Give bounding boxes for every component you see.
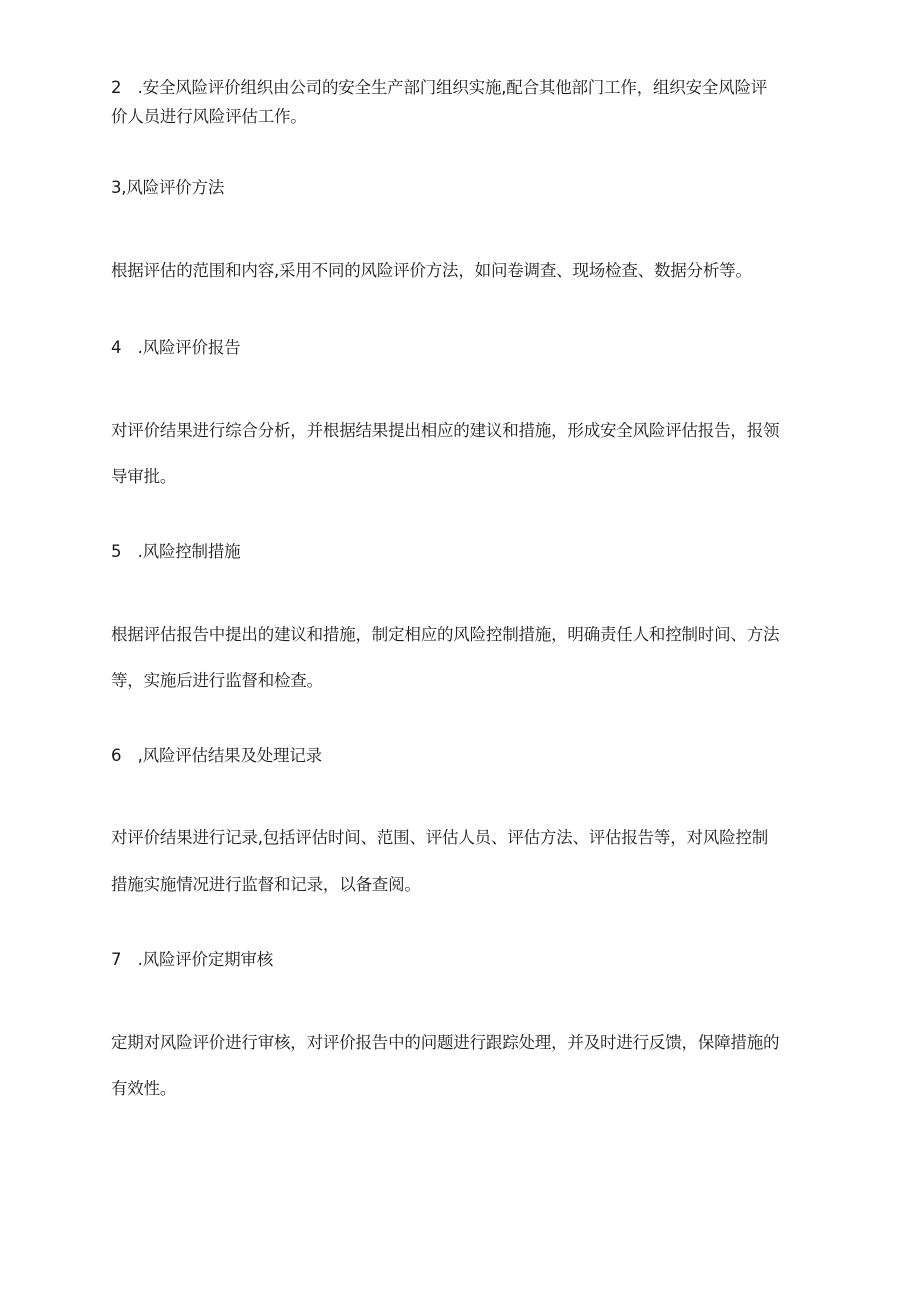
section-heading-risk-report: 4 .风险评价报告 [111,338,241,357]
section-body-risk-method-line-1: 根据评估的范围和内容,采用不同的风险评价方法，如问卷调查、现场检查、数据分析等。 [111,261,752,280]
section-body-risk-control-line-2: 等，实施后进行监督和检查。 [111,671,323,690]
section-body-periodic-review-line-2: 有效性。 [111,1079,177,1098]
section-body-risk-records-line-1: 对评价结果进行记录,包括评估时间、范围、评估人员、评估方法、评估报告等，对风险控制 [111,828,769,847]
section-heading-risk-method: 3,风险评价方法 [111,178,225,197]
section-body-risk-records-line-2: 措施实施情况进行监督和记录，以备查阅。 [111,875,421,894]
section-body-risk-control-line-1: 根据评估报告中提出的建议和措施，制定相应的风险控制措施，明确责任人和控制时间、方法 [111,625,780,644]
intro-line-2: 价人员进行风险评估工作。 [111,107,307,126]
section-heading-risk-records: 6 ,风险评估结果及处理记录 [111,746,322,765]
section-body-risk-report-line-2: 导审批。 [111,467,177,486]
section-heading-periodic-review: 7 .风险评价定期审核 [111,950,274,969]
intro-line-1: 2 .安全风险评价组织由公司的安全生产部门组织实施,配合其他部门工作，组织安全风险评 [111,78,768,97]
section-heading-risk-control: 5 .风险控制措施 [111,542,241,561]
section-body-risk-report-line-1: 对评价结果进行综合分析，并根据结果提出相应的建议和措施，形成安全风险评估报告，报领 [111,421,780,440]
section-body-periodic-review-line-1: 定期对风险评价进行审核，对评价报告中的问题进行跟踪处理，并及时进行反馈，保障措施的 [111,1033,780,1052]
